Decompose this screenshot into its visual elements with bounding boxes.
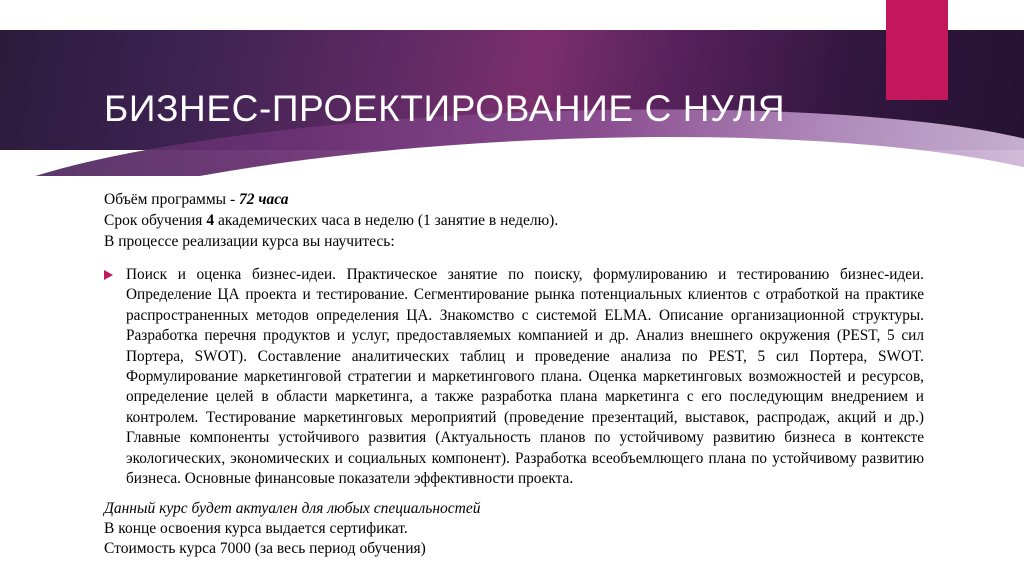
tail-line-2: В конце освоения курса выдается сертификат. xyxy=(104,520,408,538)
intro-line-1-emphasis: 72 часа xyxy=(239,191,289,208)
page-title: БИЗНЕС-ПРОЕКТИРОВАНИЕ С НУЛЯ xyxy=(104,88,786,129)
intro-line-2 xyxy=(104,211,924,231)
tail-line-1: Данный курс будет актуален для любых специальностей xyxy=(104,500,481,518)
accent-square xyxy=(886,0,948,100)
intro-line-1-prefix: Объём программы - xyxy=(104,191,239,208)
tail-line-3: Стоимость курса 7000 (за весь период обучения) xyxy=(104,540,426,558)
list-item-text: Поиск и оценка бизнес-идеи. Практическое занятие по поиску, формулированию и тестированию бизнес-идеи. Определение ЦА проекта и тестирование. Сегментирование рынка потенциальных клиентов с отработкой на практике распространенных методов определения ЦА. Знакомство с системой ELMA. Описание организационной структуры. Разработка перечня продуктов и услуг, предоставляемых компанией и др. Анализ внешнего окружения (PEST, 5 сил Портера, SWOT). Составление аналитических таблиц и проведение анализа по PEST, 5 сил Портера, SWOT. Формулирование маркетинговой стратегии и маркетингового плана. Оценка маркетинговых возможностей и ресурсов, определение целей в области маркетинга, а также разработка плана маркетинга с его последующим внедрением и контролем. Тестирование маркетинговых мероприятий (проведение презентаций, выставок, распродаж, акций и др.) Главные компоненты устойчивого развития (Актуальность планов по устойчивому развитию бизнеса в контексте экологических, экономических и социальных компонент). Разработка всеобъемлющего плана по устойчивому развитию бизнеса. Основные финансовые показатели эффективности проекта. xyxy=(126,266,924,488)
intro-line-2-bold: 4 xyxy=(206,212,215,229)
triangle-bullet-icon xyxy=(104,265,126,280)
slide-body xyxy=(104,190,924,559)
intro-line-2-suffix: академических часа в неделю (1 занятие в неделю). xyxy=(214,212,559,229)
intro-line-1 xyxy=(104,190,924,210)
header-top-strip xyxy=(0,0,1024,30)
list-item xyxy=(104,265,924,489)
intro-line-3: В процессе реализации курса вы научитесь: xyxy=(104,233,395,250)
tail-block xyxy=(104,499,924,559)
accent-square-mask xyxy=(948,0,1024,30)
intro-line-2-prefix: Срок обучения xyxy=(104,212,207,229)
